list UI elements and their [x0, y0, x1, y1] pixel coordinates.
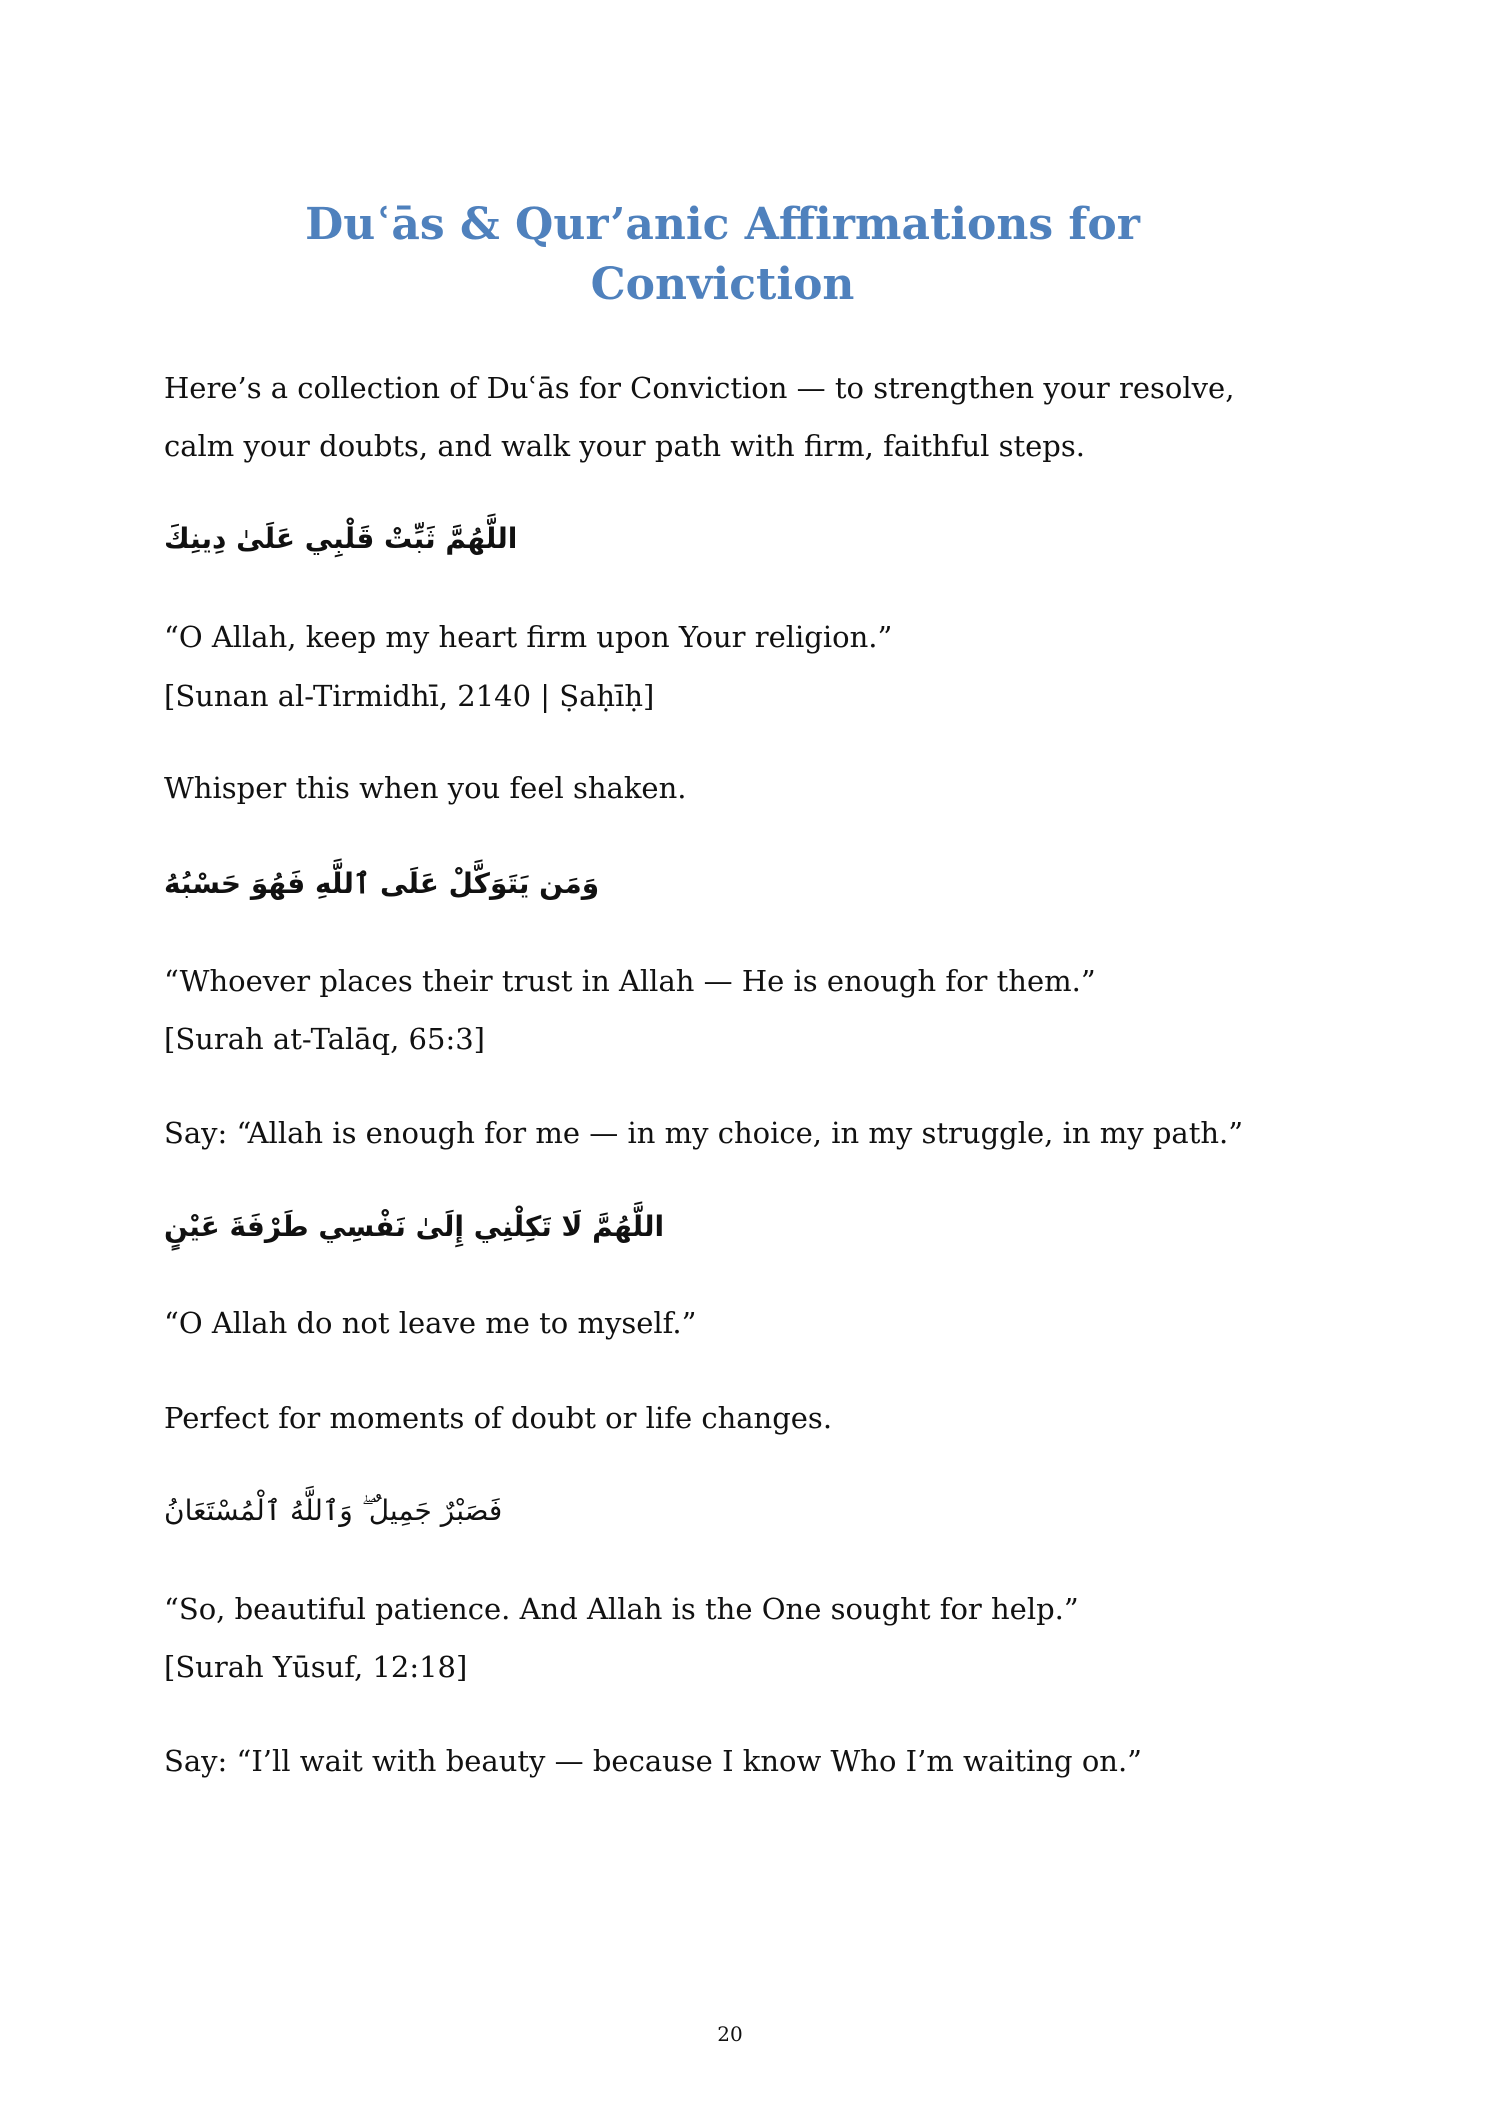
arabic-dua-1: اللَّهُمَّ ثَبِّتْ قَلْبِي عَلَىٰ دِينِكَ: [164, 522, 518, 555]
note-3: Perfect for moments of doubt or life changes.: [164, 1401, 833, 1435]
citation-1: [Sunan al-Tirmidhī, 2140 | Ṣaḥīḥ]: [164, 679, 655, 713]
intro-line-1: Here’s a collection of Duʿās for Conviction — to strengthen your resolve,: [164, 371, 1235, 405]
note-4: Say: “I’ll wait with beauty — because I know Who I’m waiting on.”: [164, 1744, 1142, 1778]
intro-line-2: calm your doubts, and walk your path with firm, faithful steps.: [164, 429, 1085, 463]
note-1: Whisper this when you feel shaken.: [164, 771, 687, 805]
translation-2: “Whoever places their trust in Allah — He is enough for them.”: [164, 964, 1096, 998]
arabic-dua-2: وَمَن يَتَوَكَّلْ عَلَى ٱللَّهِ فَهُوَ حَسْبُهُ: [164, 867, 600, 900]
citation-4: [Surah Yūsuf, 12:18]: [164, 1650, 468, 1684]
note-2: Say: “Allah is enough for me — in my choice, in my struggle, in my path.”: [164, 1116, 1244, 1150]
page-title-line-1: Duʿās & Qur’anic Affirmations for: [305, 199, 1140, 250]
page-title-line-2: Conviction: [590, 259, 855, 310]
page-number: 20: [717, 2022, 743, 2046]
arabic-dua-3: اللَّهُمَّ لَا تَكِلْنِي إِلَىٰ نَفْسِي طَرْفَةَ عَيْنٍ: [164, 1210, 665, 1243]
translation-1: “O Allah, keep my heart firm upon Your religion.”: [164, 620, 893, 654]
citation-2: [Surah at-Talāq, 65:3]: [164, 1022, 485, 1056]
translation-4: “So, beautiful patience. And Allah is the One sought for help.”: [164, 1592, 1079, 1626]
translation-3: “O Allah do not leave me to myself.”: [164, 1306, 697, 1340]
arabic-dua-4: فَصَبْرٌ جَمِيلٌ ۖ وَٱللَّهُ ٱلْمُسْتَعَانُ: [164, 1494, 503, 1527]
